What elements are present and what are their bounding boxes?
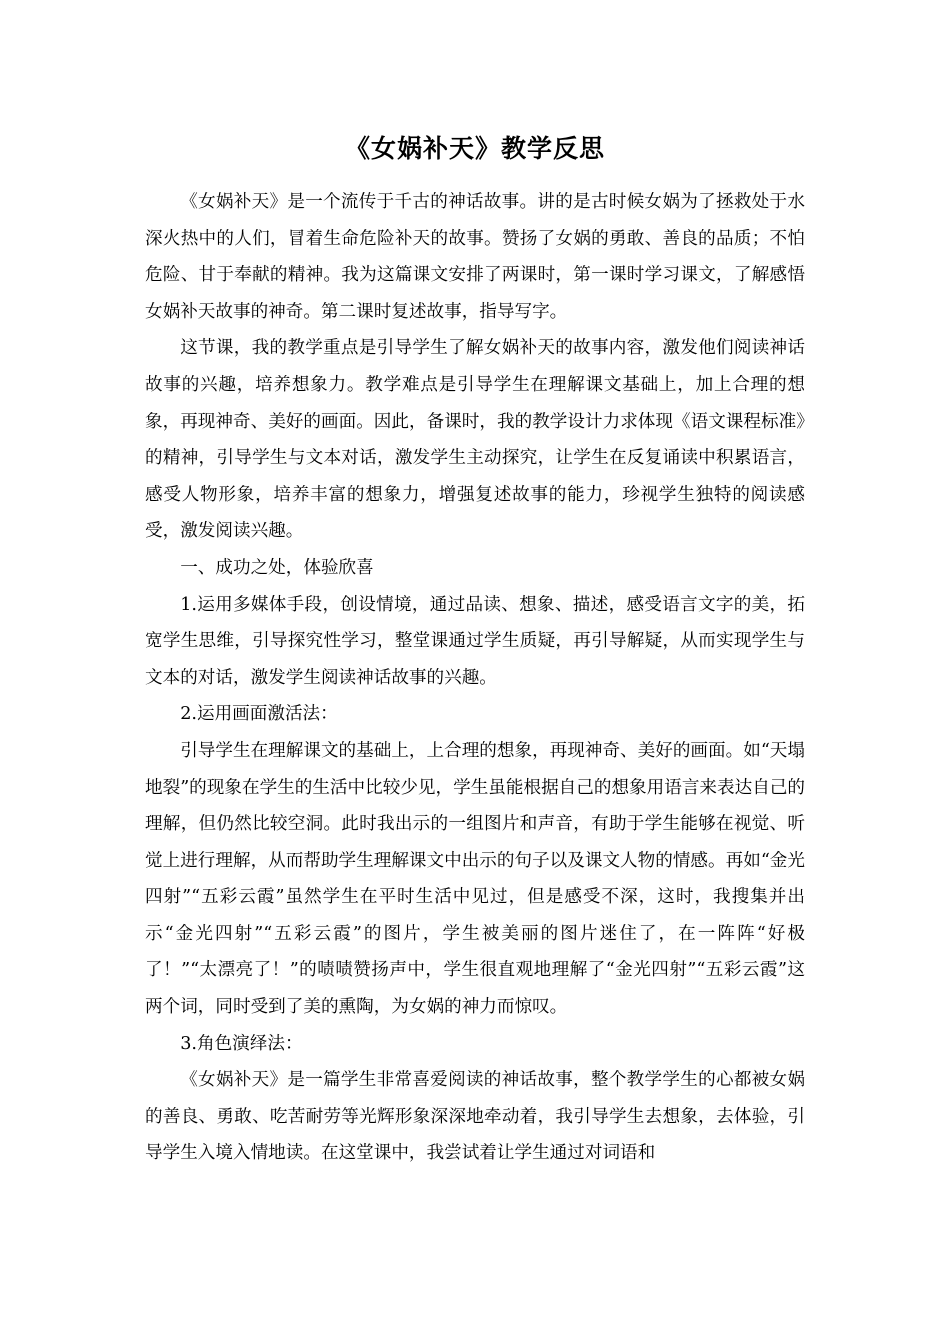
subheading-point-3: 3.角色演绎法： (180, 1033, 303, 1054)
document-body (145, 184, 805, 1172)
section-heading-success: 一、成功之处，体验欣喜 (180, 557, 374, 578)
paragraph-teaching-focus: 这节课，我的教学重点是引导学生了解女娲补天的故事内容，激发他们阅读神话故事的兴趣，培养想象力。教学难点是引导学生在理解课文基础上，加上合理的想象，再现神奇、美好的画面。因此，备课时，我的教学设计力求体现《语文课程标准》的精神，引导学生与文本对话，激发学生主动探究，让学生在反复诵读中积累语言，感受人物形象，培养丰富的想象力，增强复述故事的能力，珍视学生独特的阅读感受，激发阅读兴趣。 (145, 338, 805, 542)
subheading-point-2: 2.运用画面激活法： (180, 704, 338, 725)
paragraph-point-1: 1.运用多媒体手段，创设情境，通过品读、想象、描述，感受语言文字的美，拓宽学生思维，引导探究性学习，整堂课通过学生质疑，再引导解疑，从而实现学生与文本的对话，激发学生阅读神话故事的兴趣。 (145, 594, 805, 688)
paragraph-intro: 《女娲补天》是一个流传于千古的神话故事。讲的是古时候女娲为了拯救处于水深火热中的人们，冒着生命危险补天的故事。赞扬了女娲的勇敢、善良的品质；不怕危险、甘于奉献的精神。我为这篇课文安排了两课时，第一课时学习课文，了解感悟女娲补天故事的神奇。第二课时复述故事，指导写字。 (145, 192, 805, 322)
document-title: 《女娲补天》教学反思 (344, 134, 605, 163)
paragraph-point-3: 《女娲补天》是一篇学生非常喜爱阅读的神话故事，整个教学学生的心都被女娲的善良、勇敢、吃苦耐劳等光辉形象深深地牵动着，我引导学生去想象，去体验，引导学生入境入情地读。在这堂课中，我尝试着让学生通过对词语和 (145, 1070, 805, 1164)
paragraph-point-2: 引导学生在理解课文的基础上，上合理的想象，再现神奇、美好的画面。如“天塌地裂”的现象在学生的生活中比较少见，学生虽能根据自己的想象用语言来表达自己的理解，但仍然比较空洞。此时我出示的一组图片和声音，有助于学生能够在视觉、听觉上进行理解，从而帮助学生理解课文中出示的句子以及课文人物的情感。再如“金光四射”“五彩云霞”虽然学生在平时生活中见过，但是感受不深，这时，我搜集并出示“金光四射”“五彩云霞”的图片，学生被美丽的图片迷住了，在一阵阵“好极了！”“太漂亮了！”的啧啧赞扬声中，学生很直观地理解了“金光四射”“五彩云霞”这两个词，同时受到了美的熏陶，为女娲的神力而惊叹。 (145, 740, 805, 1018)
